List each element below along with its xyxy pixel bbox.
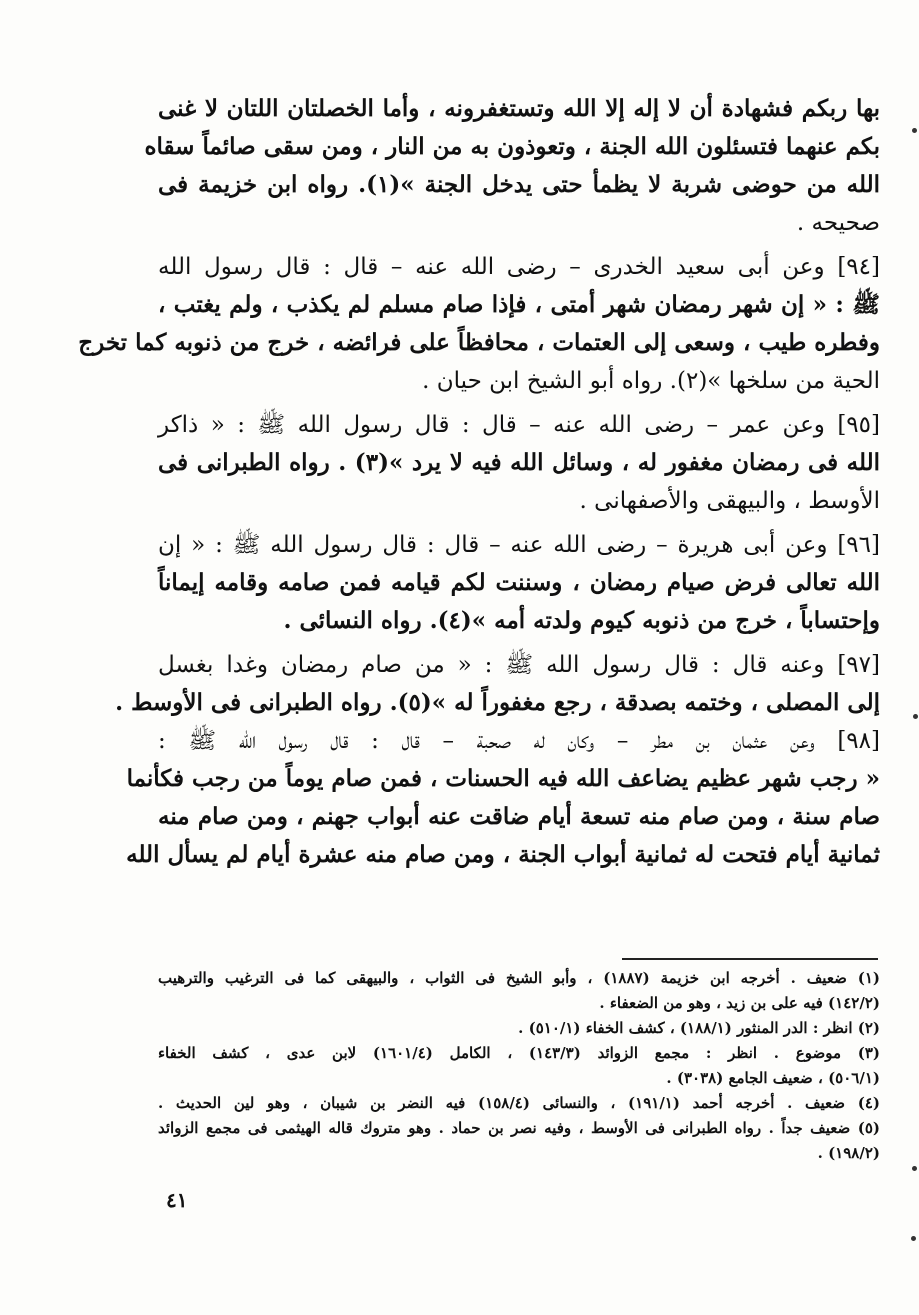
- text-line: « رجب شهر عظيم يضاعف الله فيه الحسنات ، فمن صام يوماً من رجب فكأنما: [126, 765, 880, 792]
- text-line: بها ربكم فشهادة أن لا إله إلا الله وتستغفرونه ، وأما الخصلتان اللتان لا غنى: [158, 95, 880, 122]
- text-line: صحيحه .: [796, 210, 880, 236]
- text-line: ﷺ : « إن شهر رمضان شهر أمتى ، فإذا صام مسلم لم يكذب ، ولم يغتب ،: [158, 291, 880, 318]
- text-line: الله فى رمضان مغفور له ، وسائل الله فيه لا يرد »(٣) . رواه الطبرانى فى: [158, 449, 880, 476]
- footnote-line: (١٩٨/٢) .: [817, 1144, 880, 1162]
- footnote-line: (٤) ضعيف . أخرجه أحمد (١٩١/١) ، والنسائى (١٥٨/٤) فيه النضر بن شيبان ، وهو لين الحديث .: [158, 1094, 880, 1112]
- text-line: الله من حوضى شربة لا يظمأ حتى يدخل الجنة »(١). رواه ابن خزيمة فى: [158, 171, 880, 198]
- hadith-97-header: [٩٧] وعنه قال : قال رسول الله ﷺ : « من صام رمضان وغدا بغسل: [158, 652, 880, 678]
- hadith-95-header: [٩٥] وعن عمر – رضى الله عنه – قال : قال رسول الله ﷺ : « ذاكر: [158, 412, 880, 438]
- hadith-94-header: [٩٤] وعن أبى سعيد الخدرى – رضى الله عنه – قال : قال رسول الله: [158, 254, 880, 280]
- page-number: ٤١: [166, 1188, 188, 1212]
- footnote-line: (٢) انظر : الدر المنثور (١٨٨/١) ، كشف الخفاء (٥١٠/١) .: [518, 1019, 880, 1037]
- footnote-line: (١) ضعيف . أخرجه ابن خزيمة (١٨٨٧) ، وأبو الشيخ فى الثواب ، والبيهقى كما فى الترغيب والترهيب: [158, 969, 881, 987]
- hadith-96-header: [٩٦] وعن أبى هريرة – رضى الله عنه – قال : قال رسول الله ﷺ : « إن: [158, 532, 880, 558]
- footnote-divider: [622, 958, 878, 960]
- footnotes: [158, 966, 880, 1166]
- text-line: وإحتساباً ، خرج من ذنوبه كيوم ولدته أمه »(٤). رواه النسائى .: [283, 607, 880, 634]
- scan-speck: [913, 714, 918, 719]
- scan-speck: [911, 1236, 916, 1241]
- footnote-line: (١٤٢/٢) فيه على بن زيد ، وهو من الضعفاء .: [599, 994, 880, 1012]
- text-line: بكم عنهما فتسئلون الله الجنة ، وتعوذون به من النار ، ومن سقى صائماً سقاه: [144, 133, 880, 160]
- text-line: الله تعالى فرض صيام رمضان ، وسننت لكم قيامه فمن صامه وقامه إيماناً: [158, 569, 880, 596]
- text-line: ثمانية أيام فتحت له ثمانية أبواب الجنة ، ومن صام منه عشرة أيام لم يسأل الله: [126, 841, 880, 868]
- text-line: الحية من سلخها »(٢). رواه أبو الشيخ ابن حيان .: [422, 368, 880, 394]
- text-line: إلى المصلى ، وختمه بصدقة ، رجع مغفوراً له »(٥). رواه الطبرانى فى الأوسط .: [115, 689, 880, 716]
- footnote-line: (٣) موضوع . انظر : مجمع الزوائد (١٤٣/٣) ، الكامل (١٦٠١/٤) لابن عدى ، كشف الخفاء: [158, 1044, 880, 1062]
- scan-speck: [912, 1166, 917, 1171]
- text-line: صام سنة ، ومن صام منه تسعة أيام ضاقت عنه أبواب جهنم ، ومن صام منه: [158, 803, 880, 830]
- footnote-line: (٥) ضعيف جداً . رواه الطبرانى فى الأوسط ، وفيه نصر بن حماد . وهو متروك قاله الهيثمى فى مجمع الزوائد: [158, 1119, 880, 1137]
- main-text: [78, 90, 880, 874]
- scan-speck: [912, 128, 917, 133]
- text-line: وفطره طيب ، وسعى إلى العتمات ، محافظاً على فرائضه ، خرج من ذنوبه كما تخرج: [78, 329, 880, 356]
- hadith-98-header: [٩٨] وعن عثمان بن مطر – وكان له صحبة – قال : قال رسول الله ﷺ :: [158, 728, 880, 754]
- text-line: الأوسط ، والبيهقى والأصفهانى .: [579, 488, 880, 514]
- footnote-line: (٥٠٦/١) ، ضعيف الجامع (٣٠٣٨) .: [666, 1069, 880, 1087]
